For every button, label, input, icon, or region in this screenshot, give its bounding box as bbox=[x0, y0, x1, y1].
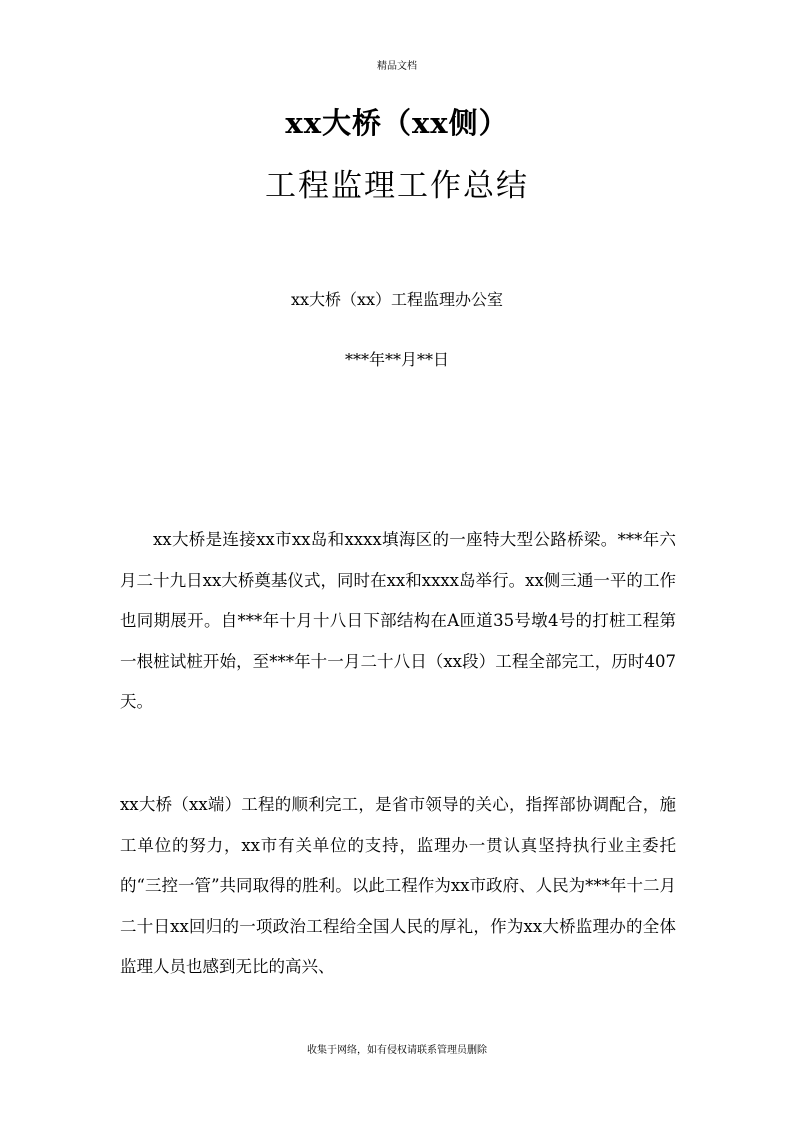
body-paragraph-2: xx大桥（xx端）工程的顺利完工，是省市领导的关心，指挥部协调配合，施工单位的努力，xx市有关单位的支持，监理办一贯认真坚持执行业主委托的“三控一管”共同取得的胜利。以此工程作为xx市政府、人民为***年十二月二十日xx回归的一项政治工程给全国人民的厚礼，作为xx大桥监理办的全体监理人员也感到无比的高兴、 bbox=[120, 795, 676, 976]
page-footer-note: 收集于网络，如有侵权请联系管理员删除 bbox=[307, 1045, 487, 1056]
body-paragraph-1: xx大桥是连接xx市xx岛和xxxx填海区的一座特大型公路桥梁。***年六月二十九日xx大桥奠基仪式，同时在xx和xxxx岛举行。xx侧三通一平的工作也同期展开。自***年十月十八日下部结构在A匝道35号墩4号的打桩工程第一根桩试桩开始，至***年十一月二十八日（xx段）工程全部完工，历时407天。 bbox=[120, 530, 676, 711]
page-header-note: 精品文档 bbox=[377, 61, 417, 72]
document-date: ***年**月**日 bbox=[344, 350, 449, 369]
document-title-line-1: xx大桥（xx侧） bbox=[285, 106, 509, 140]
document-title-line-2: 工程监理工作总结 bbox=[265, 168, 529, 204]
issuing-office: xx大桥（xx）工程监理办公室 bbox=[290, 290, 504, 309]
